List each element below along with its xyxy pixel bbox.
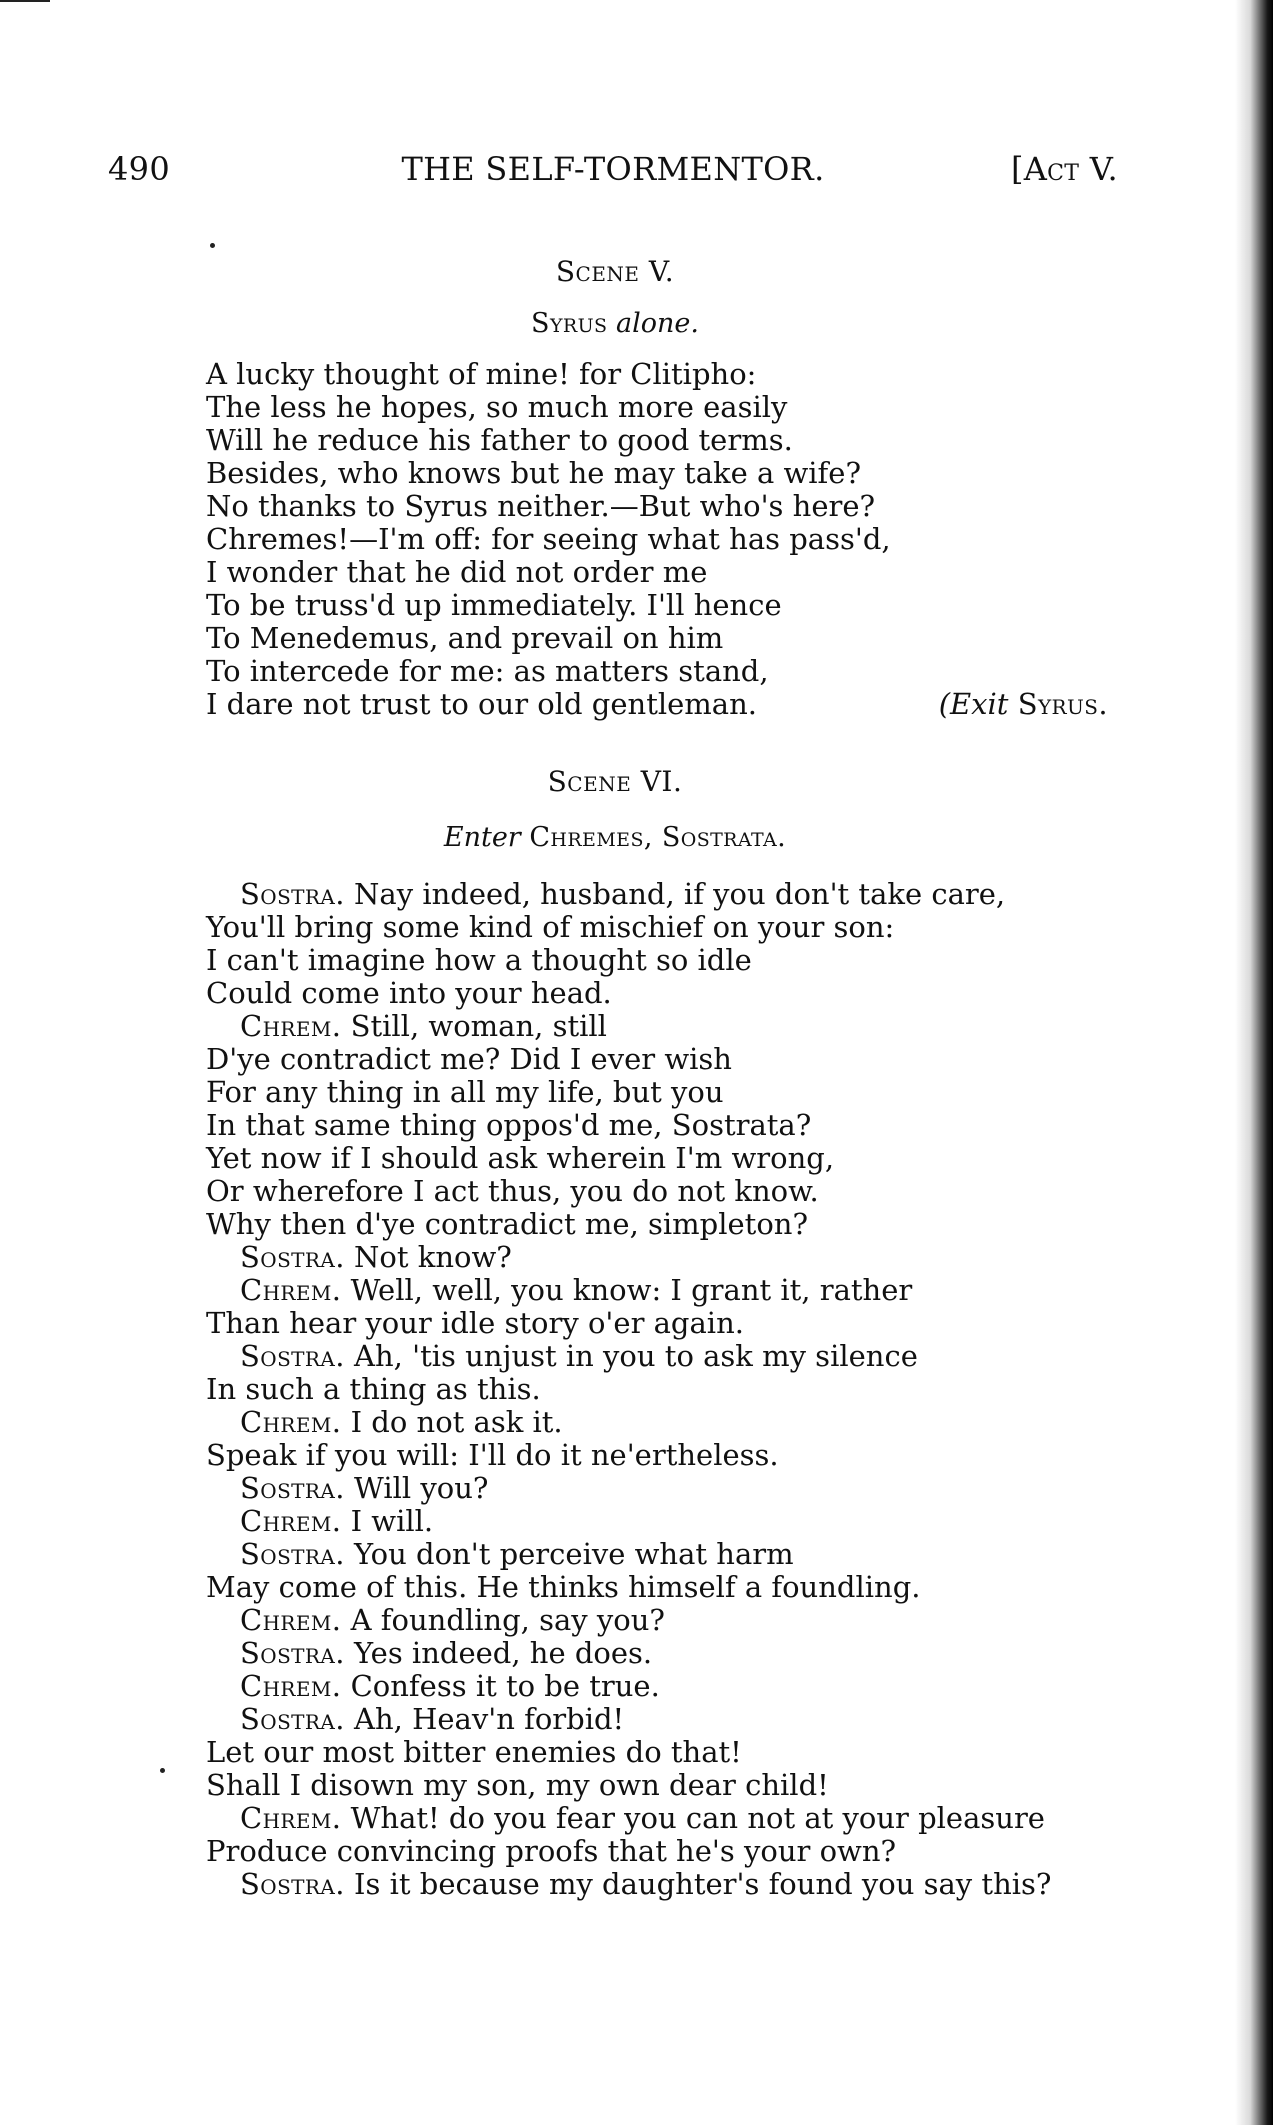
- scene-5-heading: Scene V.: [555, 255, 675, 288]
- running-header: [108, 150, 1118, 200]
- scene-5-direction-text: alone.: [607, 308, 699, 339]
- dialogue-text: A foundling, say you?: [350, 1603, 665, 1637]
- verse-text: A lucky thought of mine! for Clitipho:: [206, 357, 757, 391]
- speaker-name: Sostra.: [240, 1537, 345, 1571]
- speaker-name: Sostra.: [240, 1339, 345, 1373]
- speaker-name: Chrem.: [240, 1603, 342, 1637]
- exit-name: Syrus.: [1017, 687, 1108, 721]
- dialogue-text: Could come into your head.: [206, 976, 612, 1010]
- dialogue-line: [206, 911, 1126, 944]
- dialogue-text: Yet now if I should ask wherein I'm wrong,: [206, 1141, 835, 1175]
- dialogue-line: [206, 1307, 1126, 1340]
- exit-direction: [939, 688, 1108, 721]
- verse-line: [206, 622, 1126, 655]
- dialogue-text: In such a thing as this.: [206, 1372, 541, 1406]
- dialogue-text: Speak if you will: I'll do it ne'ertheless.: [206, 1438, 779, 1472]
- dialogue-text: Than hear your idle story o'er again.: [206, 1306, 744, 1340]
- dialogue-line: [206, 1637, 1126, 1670]
- verse-line: [206, 556, 1126, 589]
- dialogue-text: Ah, Heav'n forbid!: [354, 1702, 625, 1736]
- running-title: THE SELF-TORMENTOR.: [401, 150, 825, 188]
- scene-6-heading: Scene VI.: [547, 765, 683, 798]
- dialogue-line: [206, 878, 1126, 911]
- dialogue-line: [206, 1505, 1126, 1538]
- dialogue-line: [206, 1769, 1126, 1802]
- dialogue-line: [206, 1571, 1126, 1604]
- page-number: 490: [108, 150, 170, 188]
- verse-text: The less he hopes, so much more easily: [206, 390, 788, 424]
- verse-line: [206, 457, 1126, 490]
- speaker-name: Chrem.: [240, 1801, 342, 1835]
- dialogue-line: [206, 1076, 1126, 1109]
- dialogue-line: [206, 1109, 1126, 1142]
- dialogue-line: [206, 1835, 1126, 1868]
- speaker-name: Sostra.: [240, 1240, 345, 1274]
- dialogue-line: [206, 1802, 1126, 1835]
- dialogue-text: Still, woman, still: [350, 1009, 607, 1043]
- verse-line: [206, 523, 1126, 556]
- dialogue-line: [206, 944, 1126, 977]
- print-speck: [160, 1768, 165, 1773]
- verse-text: Besides, who knows but he may take a wife?: [206, 456, 861, 490]
- dialogue-text: Let our most bitter enemies do that!: [206, 1735, 742, 1769]
- dialogue-text: For any thing in all my life, but you: [206, 1075, 724, 1109]
- speaker-name: Chrem.: [240, 1504, 342, 1538]
- speaker-name: Sostra.: [240, 1867, 345, 1901]
- speaker-name: Sostra.: [240, 1702, 345, 1736]
- dialogue-line: [206, 1208, 1126, 1241]
- scene-6-characters: Chremes, Sostrata.: [529, 822, 787, 853]
- dialogue-line: [206, 1043, 1126, 1076]
- dialogue-line: [206, 1703, 1126, 1736]
- dialogue-text: Produce convincing proofs that he's your own?: [206, 1834, 897, 1868]
- dialogue-text: Ah, 'tis unjust in you to ask my silence: [354, 1339, 918, 1373]
- dialogue-line: [206, 1670, 1126, 1703]
- dialogue-line: [206, 1010, 1126, 1043]
- dialogue-text: You'll bring some kind of mischief on your son:: [206, 910, 895, 944]
- dialogue-line: [206, 1373, 1126, 1406]
- dialogue-line: [206, 1604, 1126, 1637]
- verse-line: [206, 490, 1126, 523]
- speaker-name: Chrem.: [240, 1009, 342, 1043]
- dialogue-text: Will you?: [354, 1471, 489, 1505]
- verse-text: No thanks to Syrus neither.—But who's here?: [206, 489, 876, 523]
- verse-line: [206, 589, 1126, 622]
- dialogue-line: [206, 1439, 1126, 1472]
- verse-text: To Menedemus, and prevail on him: [206, 621, 724, 655]
- dialogue-text: What! do you fear you can not at your pleasure: [350, 1801, 1045, 1835]
- dialogue-text: I do not ask it.: [350, 1405, 563, 1439]
- dialogue-line: [206, 977, 1126, 1010]
- speaker-name: Chrem.: [240, 1669, 342, 1703]
- dialogue-text: May come of this. He thinks himself a foundling.: [206, 1570, 921, 1604]
- verse-text: I wonder that he did not order me: [206, 555, 708, 589]
- dialogue-text: Shall I disown my son, my own dear child!: [206, 1768, 829, 1802]
- dialogue-line: [206, 1406, 1126, 1439]
- dialogue-line: [206, 1472, 1126, 1505]
- dialogue-text: Is it because my daughter's found you say this?: [354, 1867, 1052, 1901]
- verse-text: I dare not trust to our old gentleman.: [206, 687, 757, 721]
- dialogue-text: Nay indeed, husband, if you don't take care,: [354, 877, 1006, 911]
- dialogue-text: Why then d'ye contradict me, simpleton?: [206, 1207, 809, 1241]
- verse-line: [206, 655, 1126, 688]
- verse-text: Will he reduce his father to good terms.: [206, 423, 793, 457]
- speaker-name: Sostra.: [240, 1471, 345, 1505]
- verse-line: [206, 391, 1126, 424]
- dialogue-text: D'ye contradict me? Did I ever wish: [206, 1042, 732, 1076]
- dialogue-line: [206, 1340, 1126, 1373]
- dialogue-text: Not know?: [354, 1240, 512, 1274]
- verse-line: [206, 358, 1126, 391]
- dialogue-text: I can't imagine how a thought so idle: [206, 943, 752, 977]
- dialogue-line: [206, 1868, 1126, 1901]
- scene-5-direction: [0, 308, 1230, 339]
- dialogue-line: [206, 1736, 1126, 1769]
- dialogue-text: Yes indeed, he does.: [354, 1636, 653, 1670]
- corner-mark: [0, 0, 50, 2]
- dialogue-line: [206, 1538, 1126, 1571]
- scene-5-speech: [206, 358, 1126, 721]
- verse-line: [206, 688, 1126, 721]
- verse-text: Chremes!—I'm off: for seeing what has pass'd,: [206, 522, 891, 556]
- print-speck: [210, 243, 215, 248]
- dialogue-line: [206, 1142, 1126, 1175]
- dialogue-text: In that same thing oppos'd me, Sostrata?: [206, 1108, 812, 1142]
- dialogue-text: You don't perceive what harm: [354, 1537, 794, 1571]
- verse-line: [206, 424, 1126, 457]
- scene-5-speaker: Syrus: [531, 308, 608, 339]
- act-label: [Act V.: [1010, 150, 1118, 188]
- scene-6-enter: Enter: [443, 822, 521, 853]
- verse-text: To intercede for me: as matters stand,: [206, 654, 769, 688]
- dialogue-line: [206, 1175, 1126, 1208]
- dialogue-text: Confess it to be true.: [350, 1669, 660, 1703]
- dialogue-text: I will.: [350, 1504, 434, 1538]
- dialogue-text: Well, well, you know: I grant it, rather: [350, 1273, 913, 1307]
- speaker-name: Sostra.: [240, 877, 345, 911]
- dialogue-line: [206, 1274, 1126, 1307]
- verse-text: To be truss'd up immediately. I'll hence: [206, 588, 782, 622]
- dialogue-text: Or wherefore I act thus, you do not know.: [206, 1174, 819, 1208]
- speaker-name: Chrem.: [240, 1273, 342, 1307]
- scene-6-dialogue: [206, 878, 1126, 1901]
- scene-6-direction: [0, 822, 1230, 853]
- speaker-name: Chrem.: [240, 1405, 342, 1439]
- exit-word: (Exit: [938, 687, 1009, 721]
- dialogue-line: [206, 1241, 1126, 1274]
- page-edge-shadow: [1235, 0, 1273, 2125]
- speaker-name: Sostra.: [240, 1636, 345, 1670]
